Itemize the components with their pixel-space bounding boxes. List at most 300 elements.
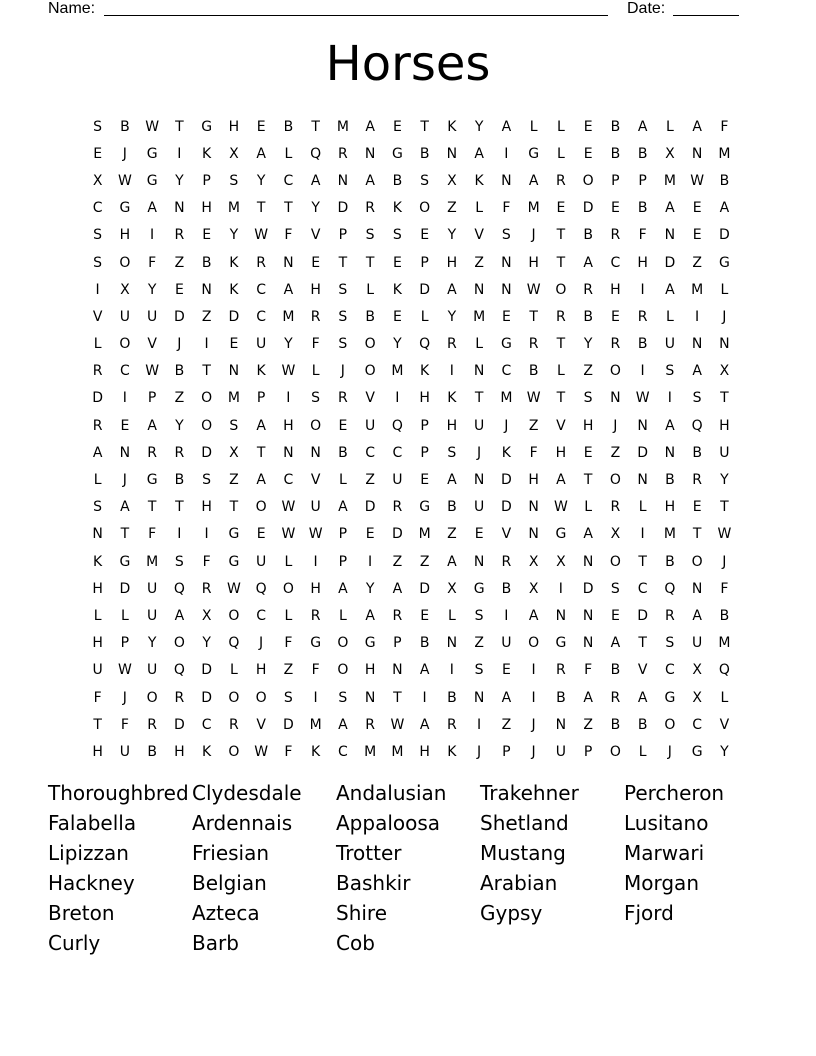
grid-letter: H (310, 281, 321, 298)
grid-letter: K (93, 553, 103, 570)
grid-letter: B (719, 172, 730, 189)
grid-row (84, 385, 738, 412)
grid-letter: G (146, 145, 158, 162)
grid-letter: G (310, 635, 322, 652)
grid-letter: B (583, 308, 593, 325)
word-list-item: Marwari (624, 841, 705, 865)
grid-letter: A (147, 200, 157, 217)
grid-letter: U (147, 580, 158, 597)
grid-letter: B (120, 118, 130, 135)
grid-letter: J (122, 145, 127, 162)
grid-letter: L (447, 607, 456, 624)
grid-letter: B (419, 145, 430, 162)
page-title: Horses (325, 36, 491, 92)
grid-letter: A (583, 254, 593, 271)
word-list-item: Barb (192, 931, 239, 955)
grid-letter: Y (474, 118, 484, 135)
grid-letter: S (447, 444, 457, 461)
word-list-item: Trakehner (480, 781, 579, 805)
grid-letter: B (556, 689, 566, 706)
grid-letter: I (313, 689, 318, 706)
grid-letter: G (528, 145, 540, 162)
grid-letter: D (282, 716, 294, 733)
grid-letter: O (364, 363, 376, 380)
grid-letter: B (447, 689, 457, 706)
grid-letter: N (501, 254, 512, 271)
grid-letter: R (528, 336, 539, 353)
grid-letter: H (283, 417, 294, 434)
grid-letter: B (447, 499, 457, 516)
word-list-item: Fjord (624, 901, 674, 925)
grid-row (84, 711, 738, 738)
grid-letter: O (555, 281, 567, 298)
grid-letter: N (446, 145, 458, 162)
grid-letter: R (338, 145, 348, 162)
grid-letter: I (640, 363, 645, 380)
grid-letter: P (338, 227, 348, 244)
grid-letter: E (692, 499, 702, 516)
grid-letter: H (610, 281, 621, 298)
grid-letter: N (310, 444, 321, 461)
grid-letter: N (364, 145, 376, 162)
grid-letter: I (95, 281, 100, 298)
grid-letter: N (364, 689, 376, 706)
grid-row (84, 276, 738, 303)
grid-letter: S (229, 417, 239, 434)
grid-letter: U (392, 472, 403, 489)
grid-letter: Y (720, 472, 729, 489)
grid-letter: D (500, 472, 512, 489)
grid-letter: W (145, 118, 160, 135)
grid-letter: L (284, 553, 293, 570)
grid-letter: R (583, 281, 593, 298)
grid-letter: O (173, 635, 185, 652)
grid-letter: T (229, 499, 239, 516)
grid-letter: R (637, 308, 648, 325)
grid-letter: S (583, 390, 593, 407)
grid-letter: A (692, 118, 702, 135)
grid-letter: O (609, 472, 621, 489)
grid-letter: A (665, 281, 675, 298)
grid-letter: N (582, 607, 594, 624)
grid-letter: I (122, 390, 127, 407)
grid-letter: S (665, 363, 675, 380)
grid-letter: D (637, 444, 649, 461)
word-list-item: Breton (48, 901, 115, 925)
grid-letter: H (255, 662, 267, 679)
grid-letter: H (201, 499, 212, 516)
grid-letter: Y (447, 308, 457, 325)
grid-letter: F (148, 526, 157, 543)
grid-letter: R (174, 689, 185, 706)
word-list-item: Thoroughbred (48, 781, 189, 805)
grid-letter: A (338, 499, 348, 516)
grid-letter: I (504, 607, 509, 624)
grid-letter: F (529, 444, 538, 461)
grid-letter: R (92, 363, 103, 380)
word-list-item: Clydesdale (192, 781, 302, 805)
grid-letter: L (638, 499, 647, 516)
grid-letter: C (201, 716, 212, 733)
grid-letter: X (447, 172, 457, 189)
grid-letter: J (504, 417, 509, 434)
grid-letter: N (637, 472, 648, 489)
grid-row (84, 439, 738, 466)
word-list-item: Trotter (336, 841, 402, 865)
grid-letter: V (256, 716, 266, 733)
grid-letter: T (256, 444, 266, 461)
grid-letter: B (637, 716, 648, 733)
grid-letter: S (311, 390, 321, 407)
grid-letter: M (691, 281, 704, 298)
grid-letter: Z (419, 553, 430, 570)
grid-letter: Y (447, 227, 457, 244)
grid-letter: O (255, 499, 267, 516)
word-list-item: Cob (336, 931, 375, 955)
grid-row (84, 521, 738, 548)
grid-letter: T (638, 635, 647, 652)
grid-letter: H (528, 472, 539, 489)
grid-letter: Z (229, 472, 239, 489)
grid-row (84, 575, 738, 602)
grid-letter: Q (391, 417, 403, 434)
grid-letter: N (610, 390, 621, 407)
grid-letter: S (202, 472, 212, 489)
grid-letter: B (692, 444, 702, 461)
grid-letter: H (92, 580, 103, 597)
grid-letter: A (665, 200, 675, 217)
grid-letter: R (447, 716, 457, 733)
grid-letter: R (610, 499, 621, 516)
grid-letter: J (177, 336, 182, 353)
grid-letter: S (338, 308, 348, 325)
grid-letter: F (584, 662, 593, 679)
grid-letter: N (501, 172, 512, 189)
grid-letter: P (338, 553, 348, 570)
grid-letter: G (500, 336, 512, 353)
grid-letter: B (719, 607, 730, 624)
grid-letter: I (422, 689, 427, 706)
grid-letter: K (256, 363, 266, 380)
grid-letter: I (150, 227, 155, 244)
grid-row (84, 494, 738, 521)
grid-letter: N (473, 553, 485, 570)
grid-letter: J (667, 743, 672, 760)
grid-letter: R (174, 444, 185, 461)
grid-row (84, 412, 738, 439)
grid-letter: B (610, 118, 621, 135)
name-label: Name: (48, 0, 96, 17)
grid-letter: T (147, 499, 157, 516)
grid-letter: U (474, 417, 485, 434)
grid-letter: T (393, 689, 402, 706)
grid-letter: M (364, 743, 377, 760)
grid-letter: W (635, 390, 650, 407)
grid-letter: U (147, 607, 158, 624)
grid-letter: B (501, 580, 512, 597)
grid-letter: Y (147, 635, 157, 652)
grid-letter: Q (173, 662, 185, 679)
grid-letter: U (664, 336, 675, 353)
grid-letter: L (556, 363, 565, 380)
grid-letter: E (174, 281, 184, 298)
grid-letter: E (583, 118, 593, 135)
grid-letter: G (119, 553, 131, 570)
grid-letter: M (227, 200, 240, 217)
grid-letter: Z (474, 635, 484, 652)
grid-letter: A (447, 281, 457, 298)
grid-letter: I (368, 553, 373, 570)
grid-letter: X (528, 553, 539, 570)
grid-letter: W (254, 743, 269, 760)
grid-letter: R (365, 716, 375, 733)
grid-letter: T (692, 526, 702, 543)
grid-letter: E (420, 472, 430, 489)
grid-letter: N (201, 281, 212, 298)
grid-letter: I (313, 553, 318, 570)
grid-letter: N (637, 417, 648, 434)
grid-letter: O (337, 662, 349, 679)
grid-letter: T (720, 390, 729, 407)
grid-letter: I (667, 390, 672, 407)
grid-letter: E (501, 308, 511, 325)
grid-letter: C (119, 363, 130, 380)
grid-letter: E (610, 200, 620, 217)
grid-letter: O (582, 172, 594, 189)
grid-letter: H (637, 254, 648, 271)
grid-letter: O (691, 553, 703, 570)
grid-letter: J (477, 743, 482, 760)
grid-row (84, 222, 738, 249)
grid-letter: G (473, 580, 485, 597)
grid-letter: W (717, 526, 732, 543)
grid-letter: M (309, 716, 322, 733)
grid-letter: F (311, 662, 320, 679)
grid-letter: X (201, 607, 212, 624)
grid-letter: M (282, 308, 295, 325)
grid-letter: X (120, 281, 130, 298)
word-list-item: Curly (48, 931, 101, 955)
grid-letter: L (556, 145, 565, 162)
grid-letter: N (92, 526, 103, 543)
grid-letter: V (147, 336, 157, 353)
grid-letter: U (555, 743, 566, 760)
grid-letter: Z (174, 390, 185, 407)
grid-letter: N (473, 281, 485, 298)
grid-letter: Z (610, 444, 621, 461)
grid-letter: A (392, 580, 403, 597)
word-list-item: Belgian (192, 871, 267, 895)
grid-letter: R (447, 336, 457, 353)
grid-letter: B (338, 444, 348, 461)
grid-letter: I (177, 145, 182, 162)
grid-letter: B (174, 363, 185, 380)
grid-letter: F (93, 689, 102, 706)
grid-letter: T (120, 526, 130, 543)
grid-letter: U (256, 553, 267, 570)
grid-letter: K (447, 390, 457, 407)
grid-letter: Q (718, 662, 730, 679)
grid-letter: P (202, 172, 211, 189)
word-list-item: Shetland (480, 811, 569, 835)
grid-letter: D (173, 716, 185, 733)
word-list-item: Bashkir (336, 871, 411, 895)
grid-letter: N (528, 526, 539, 543)
grid-letter: Y (311, 200, 320, 217)
grid-letter: Y (583, 336, 593, 353)
grid-letter: W (526, 281, 541, 298)
grid-letter: S (229, 172, 239, 189)
grid-letter: V (501, 526, 512, 543)
grid-letter: O (201, 390, 213, 407)
grid-letter: L (529, 118, 538, 135)
grid-row (84, 548, 738, 575)
grid-letter: R (147, 716, 157, 733)
grid-letter: B (637, 336, 648, 353)
grid-letter: E (692, 200, 702, 217)
header (48, 0, 740, 20)
grid-letter: R (665, 607, 675, 624)
grid-letter: P (502, 743, 511, 760)
grid-letter: N (555, 716, 567, 733)
grid-letter: O (282, 580, 294, 597)
grid-letter: D (201, 662, 213, 679)
grid-letter: E (583, 145, 593, 162)
grid-letter: X (692, 689, 702, 706)
grid-letter: B (365, 308, 375, 325)
grid-letter: I (204, 336, 209, 353)
grid-letter: N (283, 444, 294, 461)
grid-letter: A (692, 607, 702, 624)
grid-letter: L (93, 336, 102, 353)
grid-letter: M (500, 390, 513, 407)
word-list-item: Falabella (48, 811, 137, 835)
grid-letter: A (583, 526, 593, 543)
grid-letter: Y (256, 172, 266, 189)
grid-letter: I (531, 662, 536, 679)
grid-letter: S (392, 227, 402, 244)
grid-letter: N (582, 635, 594, 652)
grid-letter: C (392, 444, 403, 461)
grid-letter: L (556, 118, 565, 135)
grid-letter: T (175, 118, 184, 135)
grid-letter: H (228, 118, 240, 135)
grid-letter: T (338, 254, 348, 271)
grid-letter: V (310, 472, 321, 489)
grid-letter: A (637, 118, 648, 135)
grid-letter: C (365, 444, 376, 461)
grid-letter: E (583, 444, 593, 461)
grid-letter: H (528, 254, 539, 271)
grid-letter: T (175, 499, 184, 516)
grid-letter: S (338, 689, 348, 706)
grid-letter: B (419, 635, 430, 652)
grid-letter: I (477, 716, 482, 733)
grid-letter: O (609, 743, 621, 760)
grid-letter: R (556, 172, 566, 189)
word-list-item: Appaloosa (336, 811, 441, 835)
grid-letter: S (93, 499, 103, 516)
grid-letter: A (256, 472, 266, 489)
grid-letter: L (284, 607, 293, 624)
grid-letter: U (501, 635, 512, 652)
grid-letter: A (447, 553, 457, 570)
grid-letter: G (146, 172, 158, 189)
grid-letter: M (663, 172, 676, 189)
grid-letter: A (365, 172, 375, 189)
grid-letter: S (338, 336, 348, 353)
grid-letter: M (718, 145, 731, 162)
grid-letter: J (722, 553, 727, 570)
word-list-item: Morgan (624, 871, 699, 895)
grid-letter: A (528, 607, 539, 624)
grid-letter: W (254, 227, 269, 244)
grid-letter: Q (255, 580, 267, 597)
grid-letter: V (556, 417, 566, 434)
grid-letter: C (256, 308, 267, 325)
grid-letter: H (419, 390, 430, 407)
grid-letter: K (229, 281, 239, 298)
grid-letter: O (664, 716, 676, 733)
grid-letter: W (690, 172, 705, 189)
grid-letter: K (392, 281, 402, 298)
grid-letter: C (610, 254, 621, 271)
grid-letter: L (665, 308, 674, 325)
grid-letter: I (204, 526, 209, 543)
grid-letter: M (663, 526, 676, 543)
grid-letter: B (610, 716, 621, 733)
grid-letter: J (613, 417, 618, 434)
grid-row (84, 358, 738, 385)
grid-letter: H (664, 499, 676, 516)
grid-letter: O (201, 417, 213, 434)
grid-letter: A (610, 635, 621, 652)
grid-letter: V (474, 227, 484, 244)
grid-letter: P (638, 172, 647, 189)
grid-letter: R (692, 472, 702, 489)
grid-letter: Q (173, 580, 185, 597)
grid-letter: U (92, 662, 103, 679)
grid-letter: S (365, 227, 375, 244)
grid-letter: J (722, 308, 727, 325)
word-list-item: Percheron (624, 781, 725, 805)
grid-letter: F (720, 580, 729, 597)
date-line (673, 15, 739, 16)
grid-letter: E (311, 254, 321, 271)
grid-letter: N (473, 689, 485, 706)
grid-letter: Q (228, 635, 240, 652)
grid-letter: O (146, 689, 158, 706)
grid-letter: J (122, 689, 127, 706)
grid-letter: D (119, 580, 131, 597)
grid-letter: A (419, 662, 430, 679)
grid-letter: E (501, 662, 511, 679)
grid-letter: O (609, 553, 621, 570)
letter-grid (84, 113, 738, 766)
grid-letter: A (365, 607, 375, 624)
grid-letter: F (311, 336, 320, 353)
grid-letter: L (93, 607, 102, 624)
grid-letter: N (528, 499, 539, 516)
grid-letter: G (228, 553, 240, 570)
grid-row (84, 249, 738, 276)
grid-letter: A (120, 499, 130, 516)
grid-letter: E (610, 607, 620, 624)
grid-letter: D (364, 499, 376, 516)
grid-letter: A (419, 716, 430, 733)
grid-letter: C (664, 662, 675, 679)
name-line (104, 15, 608, 16)
